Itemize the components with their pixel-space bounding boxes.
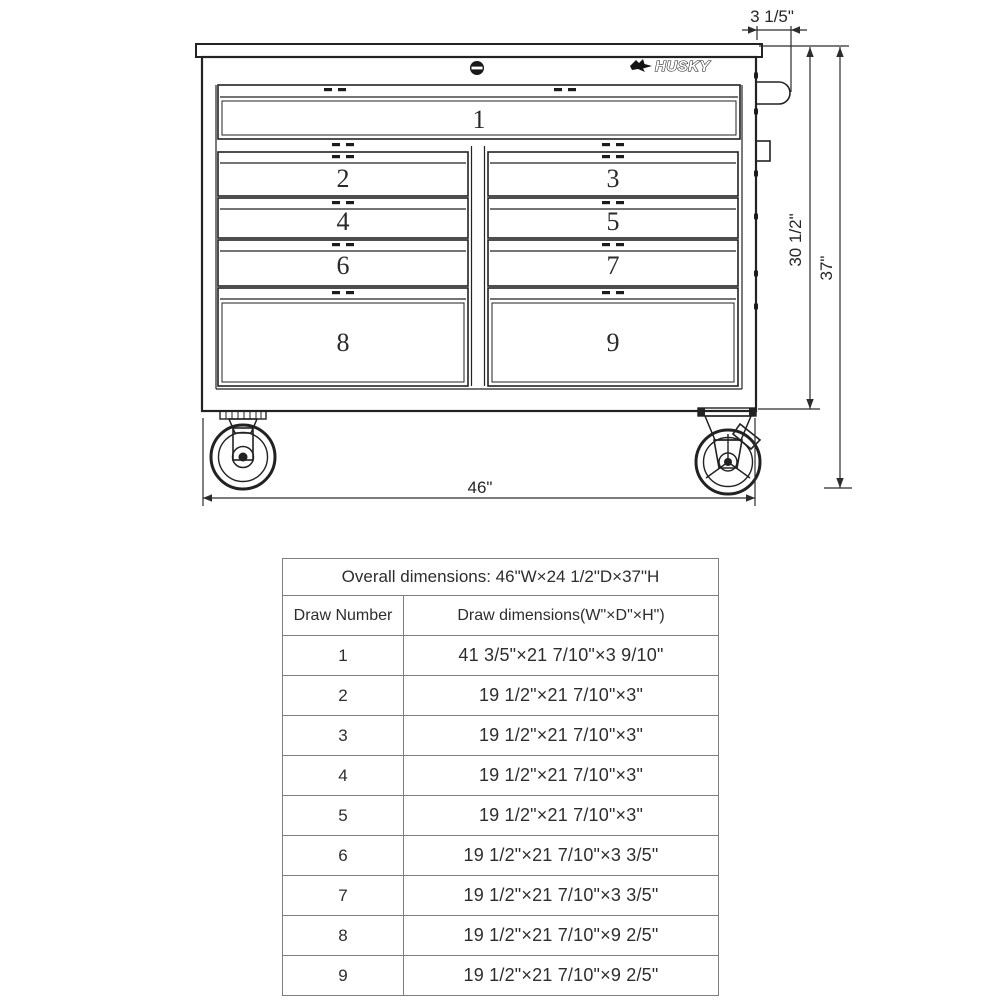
drawer-4-number: 4 xyxy=(336,207,350,236)
drawer-5 xyxy=(488,198,738,238)
drawer-7 xyxy=(488,240,738,286)
table-row xyxy=(283,876,719,916)
dog-head-icon xyxy=(630,59,652,72)
dim-arrow xyxy=(836,478,843,488)
dim-arrow xyxy=(203,494,212,501)
drawer-2-number: 2 xyxy=(336,164,350,193)
drawer-3 xyxy=(488,152,738,196)
drawer-number-cell: 3 xyxy=(283,716,404,756)
drawer-1 xyxy=(218,85,740,139)
drawer-dimensions-cell: 19 1/2"×21 7/10"×9 2/5" xyxy=(404,916,719,956)
table-row xyxy=(283,836,719,876)
left-caster xyxy=(211,411,275,489)
drawers xyxy=(218,85,740,386)
brand-text: HUSKY xyxy=(655,58,711,75)
drawer-1-number: 1 xyxy=(472,105,486,134)
left-caster-axle xyxy=(239,453,248,462)
drawer-dimensions-cell: 41 3/5"×21 7/10"×3 9/10" xyxy=(404,636,719,676)
dimension-body-height xyxy=(758,47,820,409)
drawer-number-cell: 1 xyxy=(283,636,404,676)
body-height-label: 30 1/2" xyxy=(786,213,805,267)
drawer-number-cell: 6 xyxy=(283,836,404,876)
table-row xyxy=(283,956,719,996)
drawer-7-number: 7 xyxy=(606,251,620,280)
table-row xyxy=(283,916,719,956)
drawer-number-cell: 4 xyxy=(283,756,404,796)
cabinet xyxy=(196,44,790,411)
right-caster xyxy=(696,408,760,494)
table-row xyxy=(283,636,719,676)
table-row xyxy=(283,796,719,836)
table-title-row xyxy=(283,559,719,596)
drawer-dimensions-cell: 19 1/2"×21 7/10"×3" xyxy=(404,756,719,796)
rail-clips xyxy=(332,143,624,146)
dimension-handle-offset xyxy=(742,7,807,92)
side-latch xyxy=(756,141,770,161)
total-height-label: 37" xyxy=(817,255,836,281)
dimension-total-height xyxy=(817,47,852,488)
table-header-row xyxy=(283,596,719,636)
dim-arrow xyxy=(746,494,755,501)
drawer-number-cell: 8 xyxy=(283,916,404,956)
drawer-9-number: 9 xyxy=(606,328,620,357)
drawer-dimensions-cell: 19 1/2"×21 7/10"×3 3/5" xyxy=(404,836,719,876)
drawer-3-number: 3 xyxy=(606,164,620,193)
drawer-dimensions-cell: 19 1/2"×21 7/10"×9 2/5" xyxy=(404,956,719,996)
cabinet-top-lid xyxy=(196,44,762,57)
table-row xyxy=(283,676,719,716)
drawer-number-cell: 2 xyxy=(283,676,404,716)
table-row xyxy=(283,756,719,796)
width-label: 46" xyxy=(467,478,493,497)
drawer-dimensions-cell: 19 1/2"×21 7/10"×3 3/5" xyxy=(404,876,719,916)
center-post xyxy=(472,146,485,386)
dim-arrow xyxy=(836,47,843,57)
dim-arrow xyxy=(791,26,800,34)
dim-arrow xyxy=(748,26,757,34)
dimensions-table xyxy=(282,558,719,996)
drawer-number-cell: 5 xyxy=(283,796,404,836)
dim-arrow xyxy=(806,399,813,409)
drawer-2 xyxy=(218,152,468,196)
drawer-dimensions-cell: 19 1/2"×21 7/10"×3" xyxy=(404,676,719,716)
drawer-8 xyxy=(218,288,468,386)
handle-offset-label: 3 1/5" xyxy=(750,7,794,26)
drawer-number-cell: 9 xyxy=(283,956,404,996)
overall-dimensions-title: Overall dimensions: 46"W×24 1/2"D×37"H xyxy=(283,559,719,596)
drawer-5-number: 5 xyxy=(606,207,620,236)
husky-logo xyxy=(630,58,712,75)
dim-arrow xyxy=(806,47,813,57)
right-caster-axle xyxy=(724,458,732,466)
drawer-number-cell: 7 xyxy=(283,876,404,916)
drawer-9 xyxy=(488,288,738,386)
drawer-8-number: 8 xyxy=(336,328,350,357)
drawer-dimensions-cell: 19 1/2"×21 7/10"×3" xyxy=(404,796,719,836)
drawer-6-number: 6 xyxy=(336,251,350,280)
dimension-width xyxy=(203,418,755,506)
drawer-6 xyxy=(218,240,468,286)
drawer-4 xyxy=(218,198,468,238)
table-row xyxy=(283,716,719,756)
col-header-draw-dimensions: Draw dimensions(W"×D"×H") xyxy=(404,596,719,636)
col-header-draw-number: Draw Number xyxy=(283,596,404,636)
lock-icon xyxy=(470,61,484,75)
side-handle xyxy=(757,82,790,104)
drawer-dimensions-cell: 19 1/2"×21 7/10"×3" xyxy=(404,716,719,756)
